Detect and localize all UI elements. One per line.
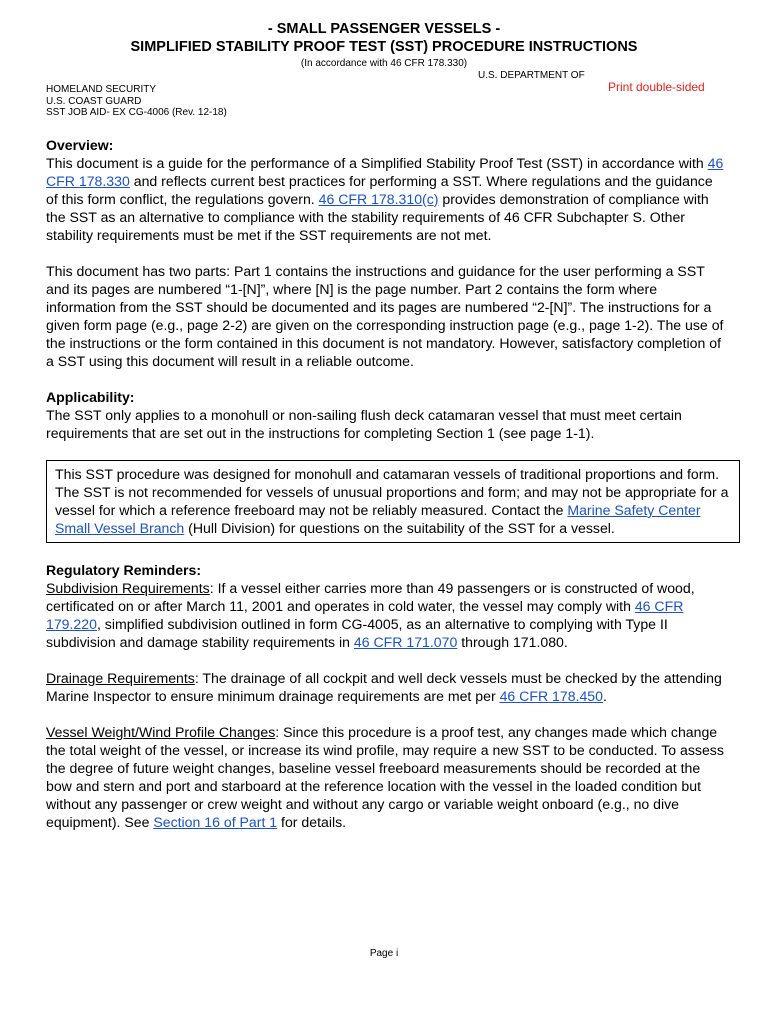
subdivision-label: Subdivision Requirements <box>46 580 210 596</box>
link-46cfr179-220[interactable]: 46 CFR 179.220 <box>46 598 684 632</box>
drainage-paragraph: Drainage Requirements: The drainage of all cockpit and well deck vessels must be checked by the attending Marine Inspector to ensure minimum drainage requirements are met per 46 CFR 178.450. <box>46 670 722 704</box>
link-46cfr178-310c[interactable]: 46 CFR 178.310(c) <box>318 191 439 207</box>
org-line-3: SST JOB AID- EX CG-4006 (Rev. 12-18) <box>46 107 227 118</box>
applicability-text: The SST only applies to a monohull or non-sailing flush deck catamaran vessel that must meet certain requirements that are set out in the instructions for completing Section 1 (see page 1-1). <box>46 407 682 441</box>
weight-paragraph: Vessel Weight/Wind Profile Changes: Since this procedure is a proof test, any changes made which change the total weight of the vessel, or increase its wind profile, may require a new SST to be conducted. To assess the degree of future weight changes, baseline vessel freeboard measurements should be recorded at the bow and stern and port and starboard at the reference location with the vessel in the loaded condition but without any passenger or crew weight and without any cargo or variable weight onboard (e.g., no dive equipment). See Section 16 of Part 1 for details. <box>46 724 724 830</box>
print-note: Print double-sided <box>608 80 705 94</box>
link-marine-safety-center[interactable]: Marine Safety Center Small Vessel Branch <box>55 502 701 536</box>
document-subtitle: (In accordance with 46 CFR 178.330) <box>300 58 468 69</box>
weight-label: Vessel Weight/Wind Profile Changes <box>46 724 276 740</box>
document-title-line1: - SMALL PASSENGER VESSELS - <box>267 21 501 37</box>
org-line-1: HOMELAND SECURITY <box>46 84 157 95</box>
subdivision-paragraph: Subdivision Requirements: If a vessel either carries more than 49 passengers or is constructed of wood, certificated on or after March 11, 2001 and operates in cold water, the vessel may comply with 46 CFR 179.220, simplified subdivision outlined in form CG-4005, as an alternative to complying with Type II subdivision and damage stability requirements in 46 CFR 171.070 through 171.080. <box>46 580 695 650</box>
applicability-heading: Applicability: <box>46 389 135 405</box>
overview-heading: Overview: <box>46 137 114 153</box>
link-46cfr178-450[interactable]: 46 CFR 178.450 <box>499 688 603 704</box>
link-section-16-part-1[interactable]: Section 16 of Part 1 <box>153 814 278 830</box>
document-title-line2: SIMPLIFIED STABILITY PROOF TEST (SST) PROCEDURE INSTRUCTIONS <box>130 39 638 55</box>
department-label: U.S. DEPARTMENT OF <box>478 70 585 81</box>
notice-box: This SST procedure was designed for monohull and catamaran vessels of traditional proportions and form. The SST is not recommended for vessels of unusual proportions and form; and may not be appropriate for a vessel for which a reference freeboard may not be reliably measured. Contact the Marine Safety Center Small Vessel Branch (Hull Division) for questions on the suitability of the SST for a vessel. <box>46 460 740 543</box>
org-line-2: U.S. COAST GUARD <box>46 95 142 107</box>
link-46cfr178-330[interactable]: 46 CFR 178.330 <box>46 155 724 189</box>
drainage-label: Drainage Requirements <box>46 670 195 686</box>
overview-paragraph-1: This document is a guide for the performance of a Simplified Stability Proof Test (SST) in accordance with 46 CFR 178.330 and reflects current best practices for performing a SST. Where regulations and the guidance of this form conflict, the regulations govern. 46 CFR 178.310(c) provides demonstration of compliance with the SST as an alternative to compliance with the stability requirements of 46 CFR Subchapter S. Other stability requirements must be met if the SST requirements are not met. <box>46 155 724 243</box>
reminders-heading: Regulatory Reminders: <box>46 562 202 578</box>
organization-block <box>46 84 227 119</box>
document-body <box>46 136 728 831</box>
link-46cfr171-070[interactable]: 46 CFR 171.070 <box>353 634 458 650</box>
overview-paragraph-2: This document has two parts: Part 1 contains the instructions and guidance for the user performing a SST and its pages are numbered “1-[N]”, where [N] is the page number. Part 2 contains the form where information from the SST should be documented and its pages are numbered “2-[N]”. The instructions for a given form page (e.g., page 2-2) are given on the corresponding instruction page (e.g., page 1-2). The use of the instructions or the form contained in this document is not mandatory. However, satisfactory completion of a SST using this document will result in a reliable outcome. <box>46 263 724 369</box>
page-number: Page i <box>369 948 399 959</box>
